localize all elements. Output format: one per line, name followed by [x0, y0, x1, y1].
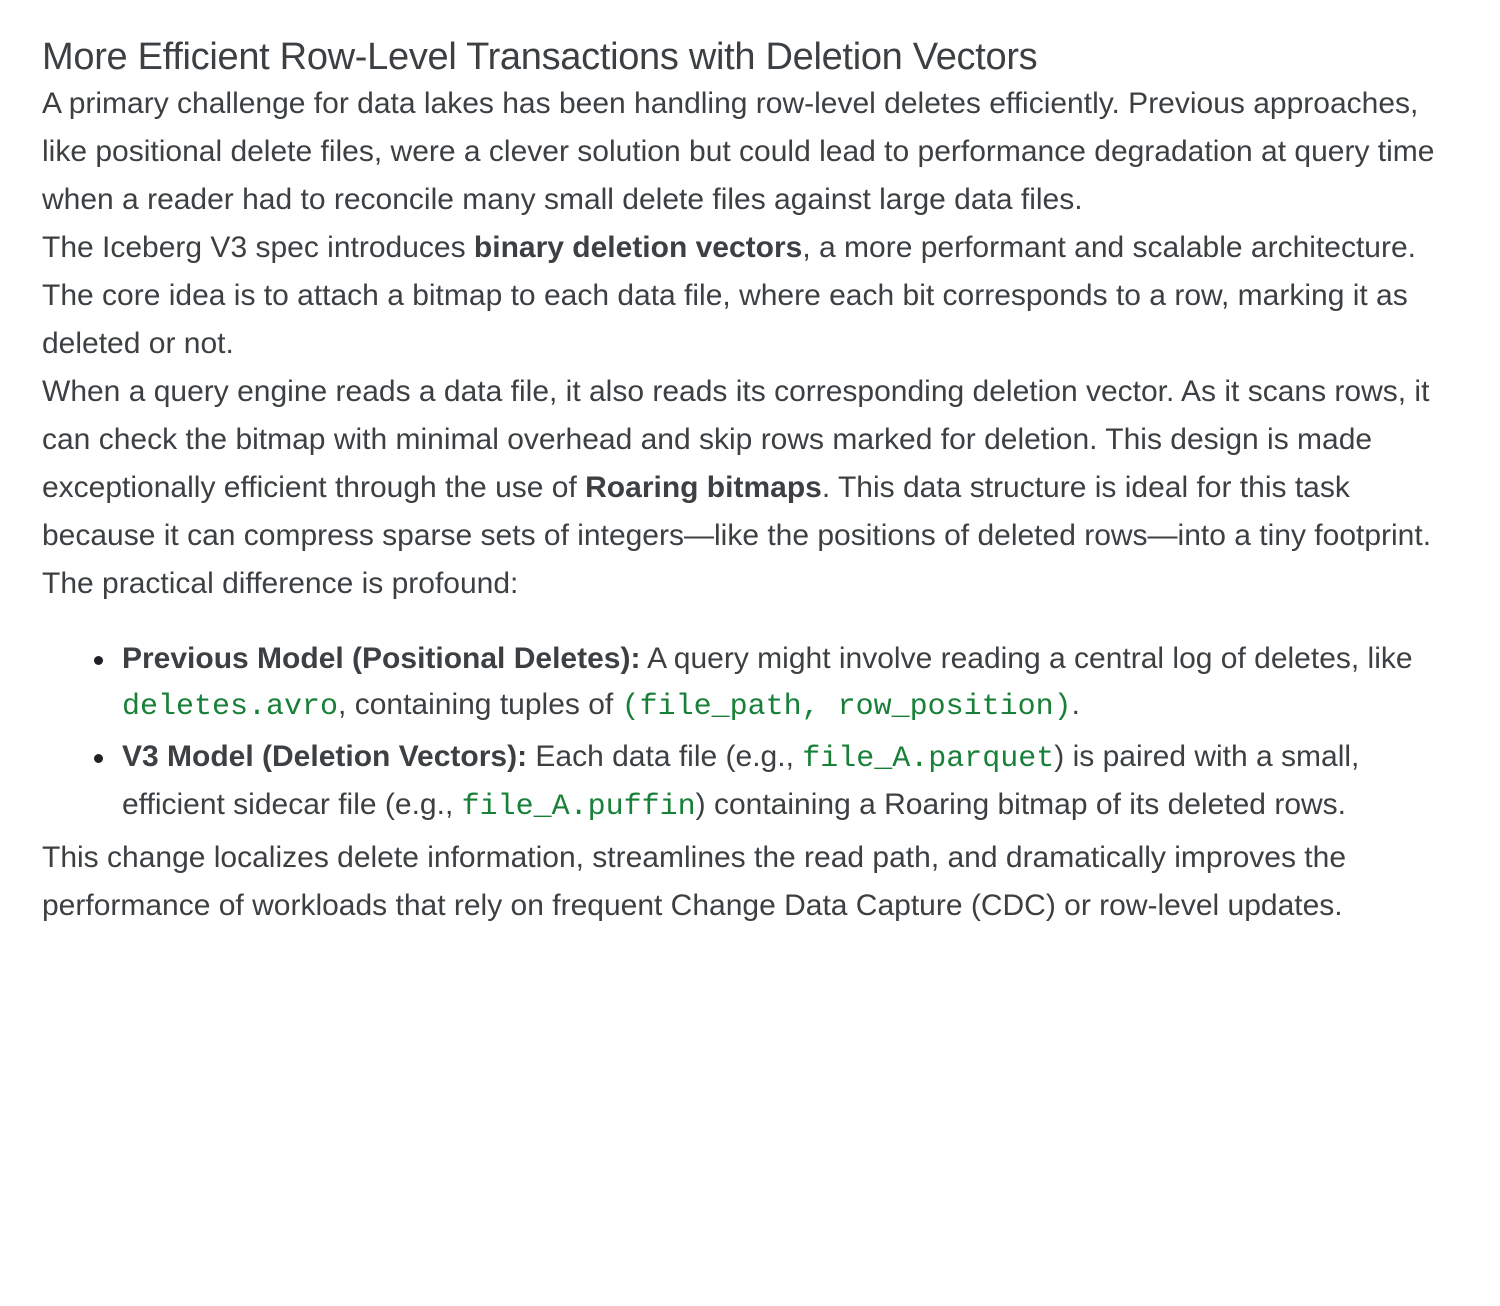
- list-item: [122, 734, 1440, 830]
- list-item: [122, 636, 1440, 730]
- paragraph-conclusion: This change localizes delete information, streamlines the read path, and dramatically improves the performance of workloads that rely on frequent Change Data Capture (CDC) or row-level updates.: [42, 841, 1347, 922]
- text-segment: , a more performant and scalable architecture. The core idea is to attach a bitmap to each data file, where each bit corresponds to a row, marking it as deleted or not.: [42, 231, 1416, 360]
- text-segment: ) containing a Roaring bitmap of its deleted rows.: [695, 788, 1347, 821]
- paragraph-practical-difference: The practical difference is profound:: [42, 567, 519, 600]
- list-item-heading: V3 Model (Deletion Vectors):: [122, 740, 528, 773]
- text-segment: When a query engine reads a data file, it also reads its corresponding deletion vector. As it scans rows, it can check the bitmap with minimal overhead and skip rows marked for deletion. This design is made exceptionally efficient through the use of: [42, 375, 1430, 504]
- text-segment: .: [1071, 688, 1080, 721]
- text-segment: A query might involve reading a central log of deletes, like: [640, 642, 1413, 675]
- inline-code: deletes.avro: [122, 690, 339, 724]
- paragraph-roaring-bitmaps: [42, 368, 1440, 560]
- bold-term: Roaring bitmaps: [585, 471, 822, 504]
- inline-code: file_A.puffin: [461, 790, 696, 824]
- bold-term: binary deletion vectors: [473, 231, 803, 264]
- text-segment: , containing tuples of: [338, 688, 622, 721]
- list-item-heading: Previous Model (Positional Deletes):: [122, 642, 641, 675]
- comparison-list: [42, 636, 1440, 830]
- text-segment: Each data file (e.g.,: [527, 740, 803, 773]
- paragraph-intro: A primary challenge for data lakes has been handling row-level deletes efficiently. Previous approaches, like positional delete files, were a clever solution but could lead to performance degradation at query time when a reader had to reconcile many small delete files against large data files.: [42, 87, 1435, 216]
- text-segment: The Iceberg V3 spec introduces: [42, 231, 474, 264]
- inline-code: (file_path, row_position): [621, 690, 1072, 724]
- bullet-dot-icon: [94, 754, 103, 763]
- text-segment: ) is paired with a small, efficient sidecar file (e.g.,: [122, 740, 1360, 821]
- inline-code: file_A.parquet: [802, 742, 1055, 776]
- bullet-dot-icon: [94, 656, 103, 665]
- paragraph-deletion-vectors: [42, 224, 1440, 368]
- text-segment: . This data structure is ideal for this task because it can compress sparse sets of integers—like the positions of deleted rows—into a tiny footprint.: [42, 471, 1432, 552]
- section-heading: More Efficient Row-Level Transactions with Deletion Vectors: [42, 36, 1038, 78]
